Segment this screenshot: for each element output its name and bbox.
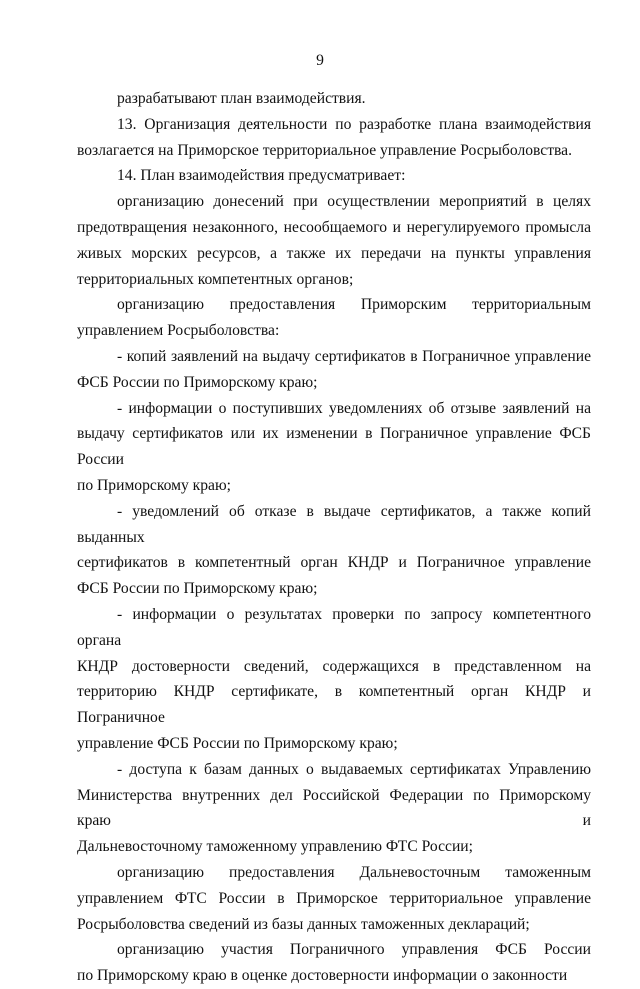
text-line: - уведомлений об отказе в выдаче сертификатов, а также копий выданных: [77, 502, 591, 546]
text-line: КНДР достоверности сведений, содержащихся в представленном на: [77, 657, 591, 675]
text-line: организацию предоставления Дальневосточным таможенным: [117, 863, 591, 881]
text-line: организацию участия Пограничного управления ФСБ России: [117, 941, 591, 959]
paragraph: [77, 189, 591, 292]
text-line: Министерства внутренних дел Российской Федерации по Приморскому краю и: [77, 786, 591, 830]
paragraph: [77, 757, 591, 860]
text-line: территорию КНДР сертификате, в компетентный орган КНДР и Пограничное: [77, 683, 591, 727]
paragraph: [77, 396, 591, 499]
text-line: управление ФСБ России по Приморскому краю;: [77, 734, 398, 752]
text-line: возлагается на Приморское территориальное управление Росрыболовства.: [77, 141, 573, 159]
text-line: организацию предоставления Приморским территориальным: [117, 296, 591, 314]
text-line: - копий заявлений на выдачу сертификатов в Пограничное управление: [117, 347, 591, 365]
paragraph: [77, 499, 591, 602]
text-line: сертификатов в компетентный орган КНДР и Пограничное управление: [77, 554, 591, 572]
text-line: разрабатывают план взаимодействия.: [117, 90, 366, 107]
document-body: [77, 86, 591, 989]
paragraph: [77, 112, 591, 164]
text-line: территориальных компетентных органов;: [77, 270, 354, 288]
text-line: по Приморскому краю;: [77, 476, 231, 494]
text-line: живых морских ресурсов, а также их передачи на пункты управления: [77, 244, 591, 262]
text-line: Росрыболовства сведений из базы данных таможенных деклараций;: [77, 915, 530, 933]
text-line: выдачу сертификатов или их изменении в Пограничное управление ФСБ России: [77, 425, 591, 469]
text-line: ФСБ России по Приморскому краю;: [77, 580, 318, 598]
text-line: - доступа к базам данных о выдаваемых сертификатах Управлению: [117, 760, 591, 778]
text-line: организацию донесений при осуществлении мероприятий в целях: [117, 193, 591, 211]
text-line: по Приморскому краю в оценке достоверности информации о законности: [77, 967, 568, 985]
page-number: 9: [316, 52, 324, 69]
text-line: ФСБ России по Приморскому краю;: [77, 373, 318, 391]
text-line: управлением ФТС России в Приморское территориальное управление: [77, 889, 591, 907]
text-line: управлением Росрыболовства:: [77, 322, 280, 340]
paragraph: [77, 602, 591, 757]
paragraph: [77, 344, 591, 396]
paragraph: [77, 292, 591, 344]
paragraph: [77, 860, 591, 937]
text-line: 14. План взаимодействия предусматривает:: [117, 167, 406, 185]
paragraph: [77, 937, 591, 989]
paragraph: [77, 163, 591, 189]
text-line: - информации о результатах проверки по запросу компетентного органа: [77, 605, 591, 649]
text-line: - информации о поступивших уведомлениях об отзыве заявлений на: [117, 399, 591, 417]
text-line: 13. Организация деятельности по разработке плана взаимодействия: [117, 115, 591, 133]
text-line: предотвращения незаконного, несообщаемого и нерегулируемого промысла: [77, 218, 591, 236]
text-line: Дальневосточному таможенному управлению ФТС России;: [77, 838, 473, 856]
paragraph: [77, 86, 591, 112]
